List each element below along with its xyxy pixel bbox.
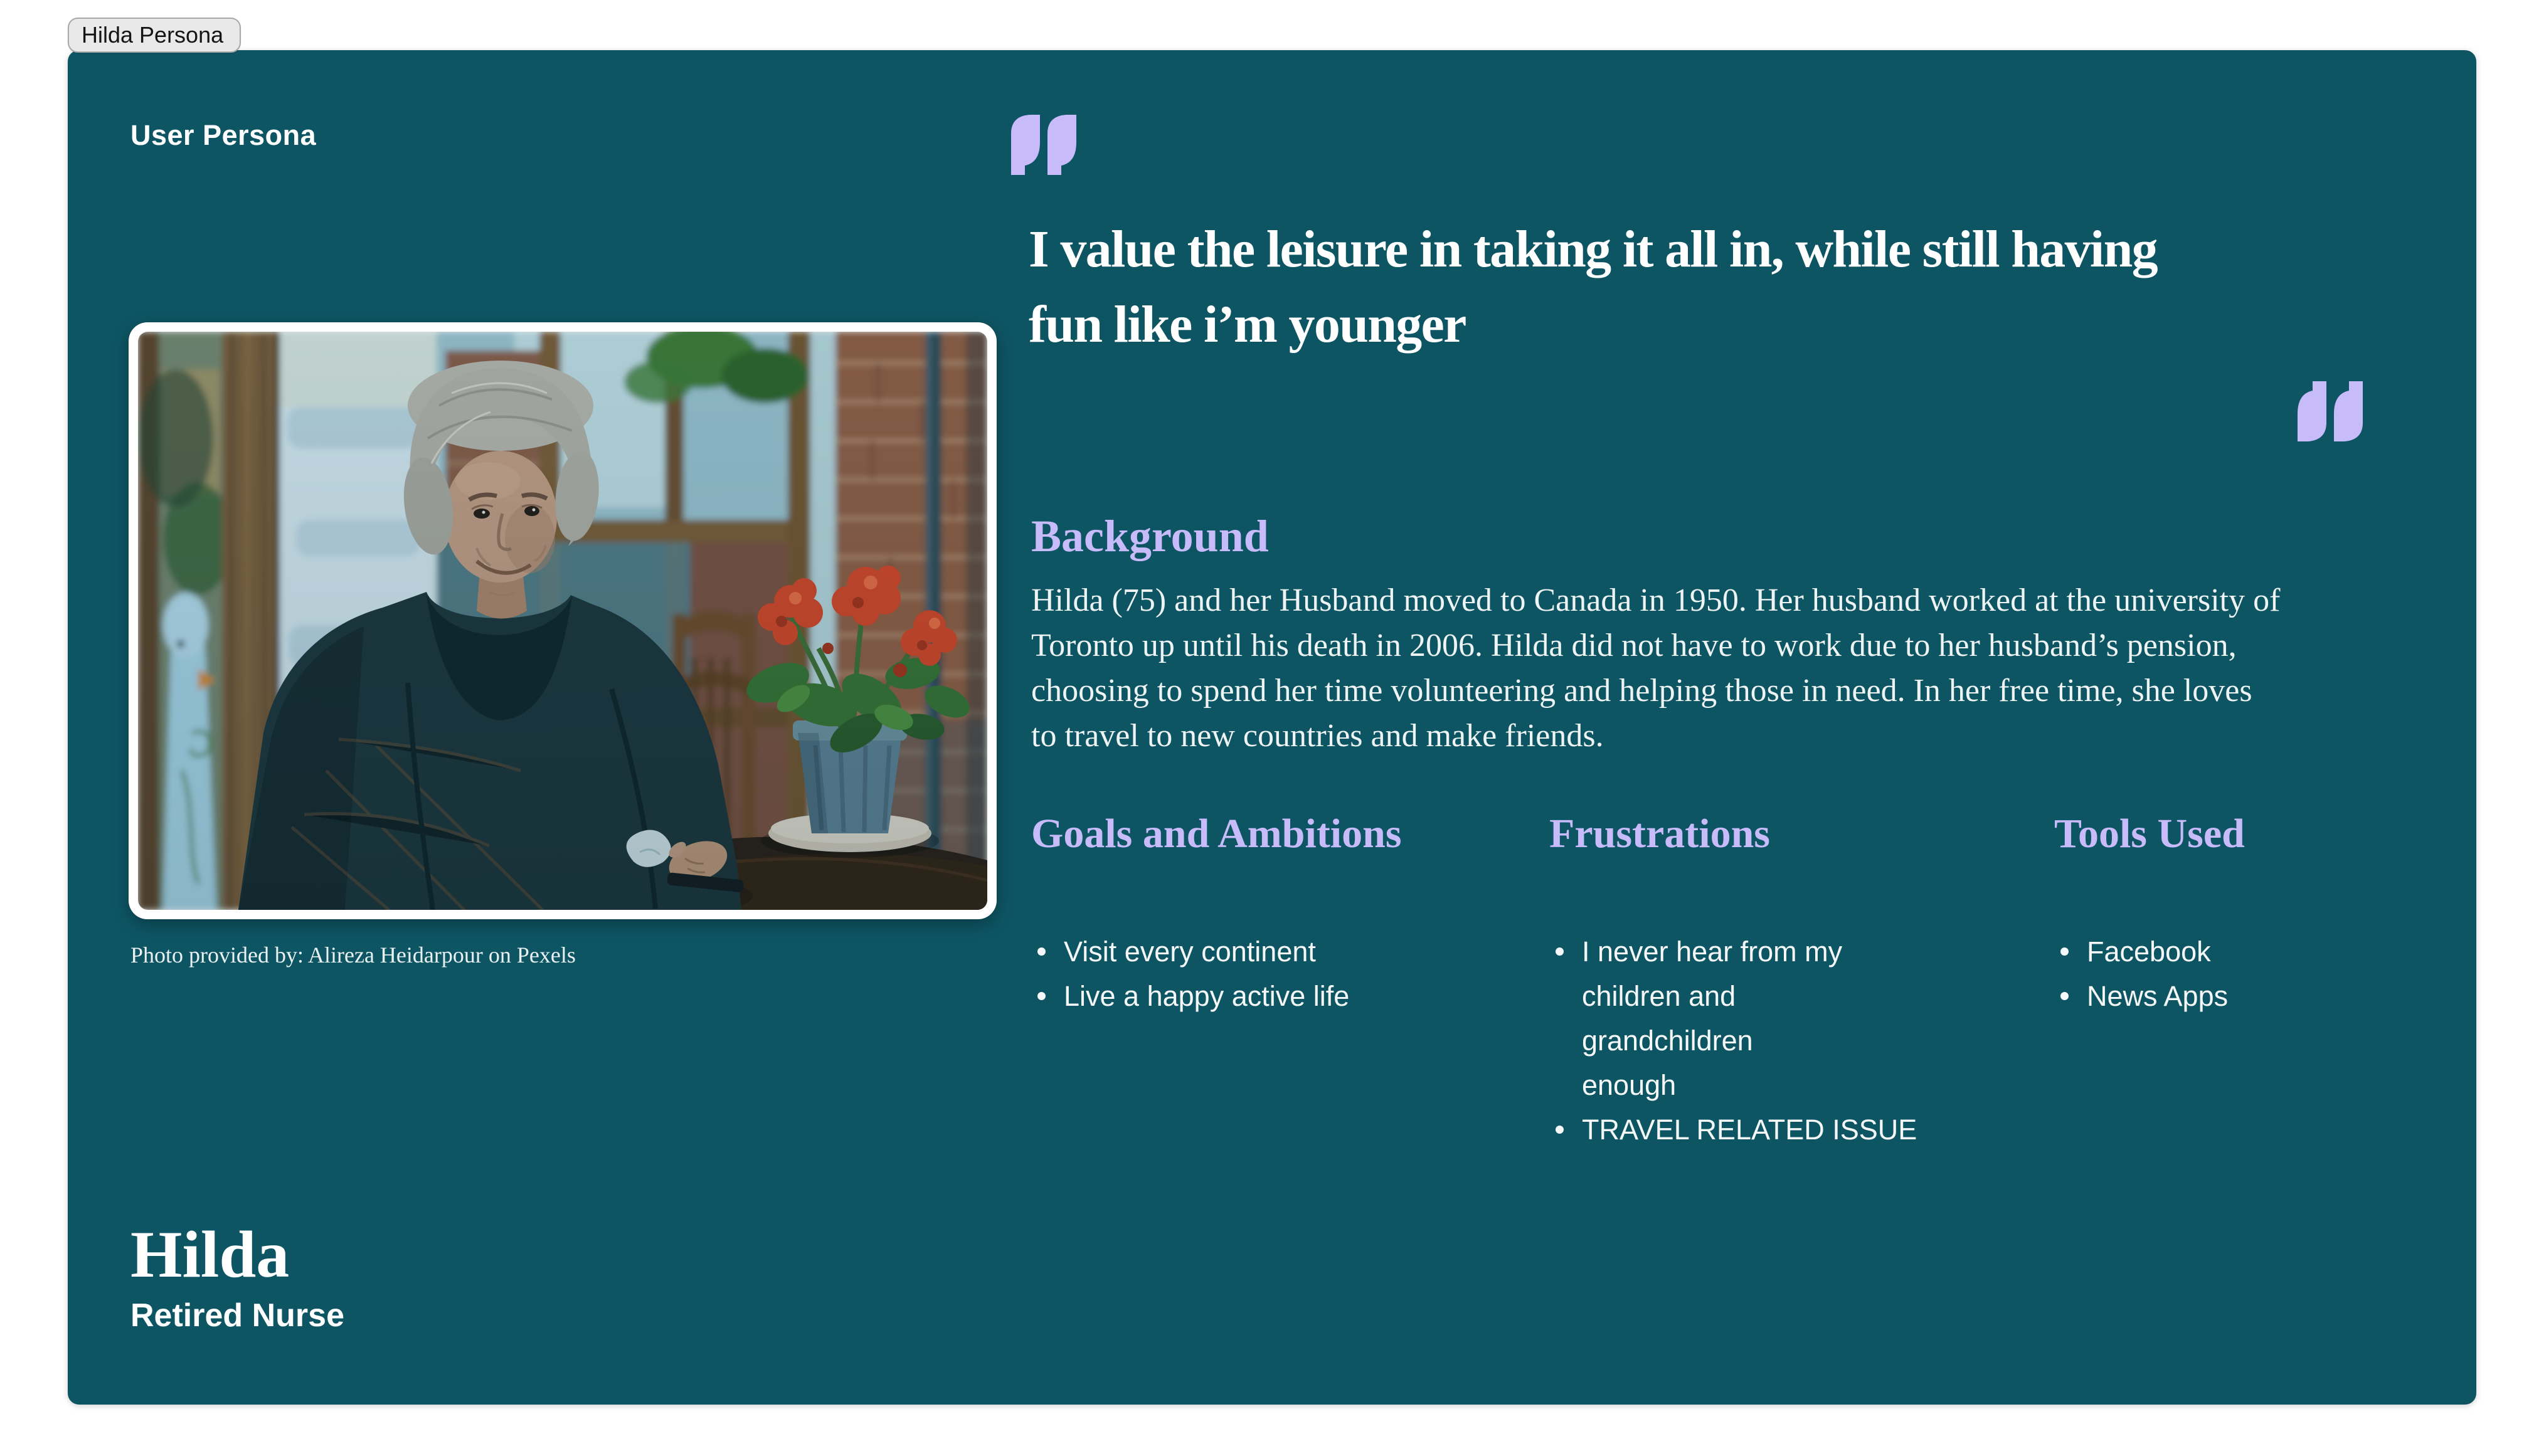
- frustrations-heading: Frustrations: [1549, 811, 1770, 857]
- persona-role: Retired Nurse: [130, 1297, 344, 1334]
- list-item: News Apps: [2054, 974, 2405, 1018]
- tab-label: Hilda Persona: [82, 22, 224, 48]
- persona-photo: [138, 332, 987, 910]
- tools-heading: Tools Used: [2054, 811, 2245, 857]
- background-text: [1031, 578, 2280, 759]
- open-quote-icon: [1011, 115, 1076, 175]
- frustrations-list: [1549, 929, 1988, 1152]
- tools-list: [2054, 929, 2405, 1018]
- persona-photo-frame: [129, 322, 997, 919]
- background-heading: Background: [1031, 511, 1269, 561]
- background-line: choosing to spend her time volunteering and helping those in need. In her free time, she loves: [1031, 673, 2252, 709]
- background-line: Toronto up until his death in 2006. Hilda did not have to work due to her husband’s pension,: [1031, 628, 2237, 663]
- quote-text: [1029, 212, 2157, 362]
- goals-heading: Goals and Ambitions: [1031, 811, 1402, 857]
- quote-line: I value the leisure in taking it all in, while still having: [1029, 220, 2157, 278]
- list-item: I never hear from my children and grandchildren enough: [1549, 929, 1850, 1107]
- close-quote-icon: [2298, 381, 2363, 441]
- background-line: Hilda (75) and her Husband moved to Canada in 1950. Her husband worked at the university of: [1031, 583, 2281, 618]
- quote-line: fun like i’m younger: [1029, 295, 1466, 354]
- list-item: Facebook: [2054, 929, 2405, 974]
- persona-card: [68, 50, 2476, 1405]
- list-item: Live a happy active life: [1031, 974, 1508, 1018]
- card-type-label: User Persona: [130, 119, 317, 151]
- photo-caption: Photo provided by: Alireza Heidarpour on Pexels: [130, 942, 576, 968]
- goals-list: [1031, 929, 1508, 1018]
- list-item: Visit every continent: [1031, 929, 1508, 974]
- list-item: TRAVEL RELATED ISSUE: [1549, 1107, 1988, 1152]
- persona-name: Hilda: [130, 1218, 290, 1291]
- background-line: to travel to new countries and make friends.: [1031, 718, 1604, 754]
- tab-hilda-persona[interactable]: [68, 18, 241, 53]
